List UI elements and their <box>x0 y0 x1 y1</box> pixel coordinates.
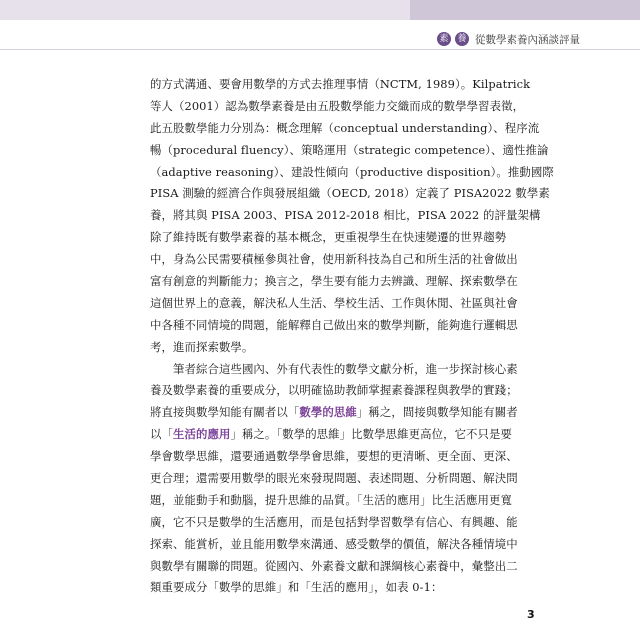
running-head-title: 從數學素養內涵談評量 <box>475 33 580 46</box>
text-line: 這個世界上的意義，解決私人生活、學校生活、工作與休閒、社區與社會 <box>150 295 518 310</box>
text-line: 筆者綜合這些國內、外有代表性的數學文獻分析，進一步探討核心素 <box>173 361 518 376</box>
text-line: 題，並能動手和動腦，提升思維的品質。「生活的應用」比生活應用更寬 <box>150 492 513 507</box>
text-line: 暢（procedural fluency）、策略運用（strategic competence）、適性推論 <box>150 142 549 157</box>
text-line: （adaptive reasoning）、建設性傾向（productive disposition）。推動國際 <box>150 164 554 179</box>
header-band-accent <box>410 0 640 20</box>
badge-icon: 素 <box>437 32 451 46</box>
text-line: 考，進而探索數學。 <box>150 339 254 354</box>
header-divider <box>0 49 640 50</box>
text-segment: 將直接與數學知能有關者以「 <box>150 405 300 420</box>
text-line: 除了維持既有數學素養的基本概念，更重視學生在快速變遷的世界趨勢 <box>150 230 507 245</box>
text-line: PISA 測驗的經濟合作與發展組織（OECD, 2018）定義了 PISA2022 數學素 <box>150 186 550 201</box>
highlight-term: 數學的思維 <box>299 405 357 420</box>
text-line: 與數學有關聯的問題。從國內、外素養文獻和課綱核心素養中，彙整出二 <box>150 558 518 573</box>
text-line <box>150 402 518 424</box>
text-line: 類重要成分「數學的思維」和「生活的應用」，如表 0-1： <box>150 580 443 595</box>
text-segment: 」稱之，間接與數學知能有關者 <box>356 405 518 420</box>
text-line: 此五股數學能力分別為：概念理解（conceptual understanding）、程序流 <box>150 120 540 135</box>
running-head <box>437 31 580 47</box>
text-line: 中各種不同情境的問題，能解釋自己做出來的數學判斷，能夠進行邏輯思 <box>150 317 518 332</box>
text-line: 學會數學思維，還要通過數學學會思維，要想的更清晰、更全面、更深、 <box>150 449 518 464</box>
text-line: 等人（2001）認為數學素養是由五股數學能力交織而成的數學學習表徵， <box>150 98 525 113</box>
text-line: 富有創意的判斷能力；換言之，學生要有能力去辨識、理解、探索數學在 <box>150 274 518 289</box>
text-segment: 」稱之。「數學的思維」比數學思維更高位，它不只是要 <box>230 427 513 442</box>
text-segment: 以「 <box>150 427 173 442</box>
highlight-term: 生活的應用 <box>172 427 231 442</box>
text-line: 養及數學素養的重要成分，以明確協助教師掌握素養課程與教學的實踐； <box>150 383 518 398</box>
text-line: 養，將其與 PISA 2003、PISA 2012-2018 相比，PISA 2022 的評量架構 <box>150 208 541 223</box>
text-line: 更合理；還需要用數學的眼光來發現問題、表述問題、分析問題、解決問 <box>150 471 518 486</box>
badge-icon: 養 <box>455 32 469 46</box>
text-line: 中，身為公民需要積極參與社會，使用新科技為自己和所生活的社會做出 <box>150 252 518 267</box>
body-text <box>150 74 554 599</box>
text-line <box>150 424 513 446</box>
text-line: 廣，它不只是數學的生活應用，而是包括對學習數學有信心、有興趣、能 <box>150 514 518 529</box>
text-line: 的方式溝通、要會用數學的方式去推理事情（NCTM, 1989）。Kilpatrick <box>150 77 531 91</box>
page-number: 3 <box>527 608 535 621</box>
text-line: 探索、能賞析，並且能用數學來溝通、感受數學的價值，解決各種情境中 <box>150 536 518 551</box>
